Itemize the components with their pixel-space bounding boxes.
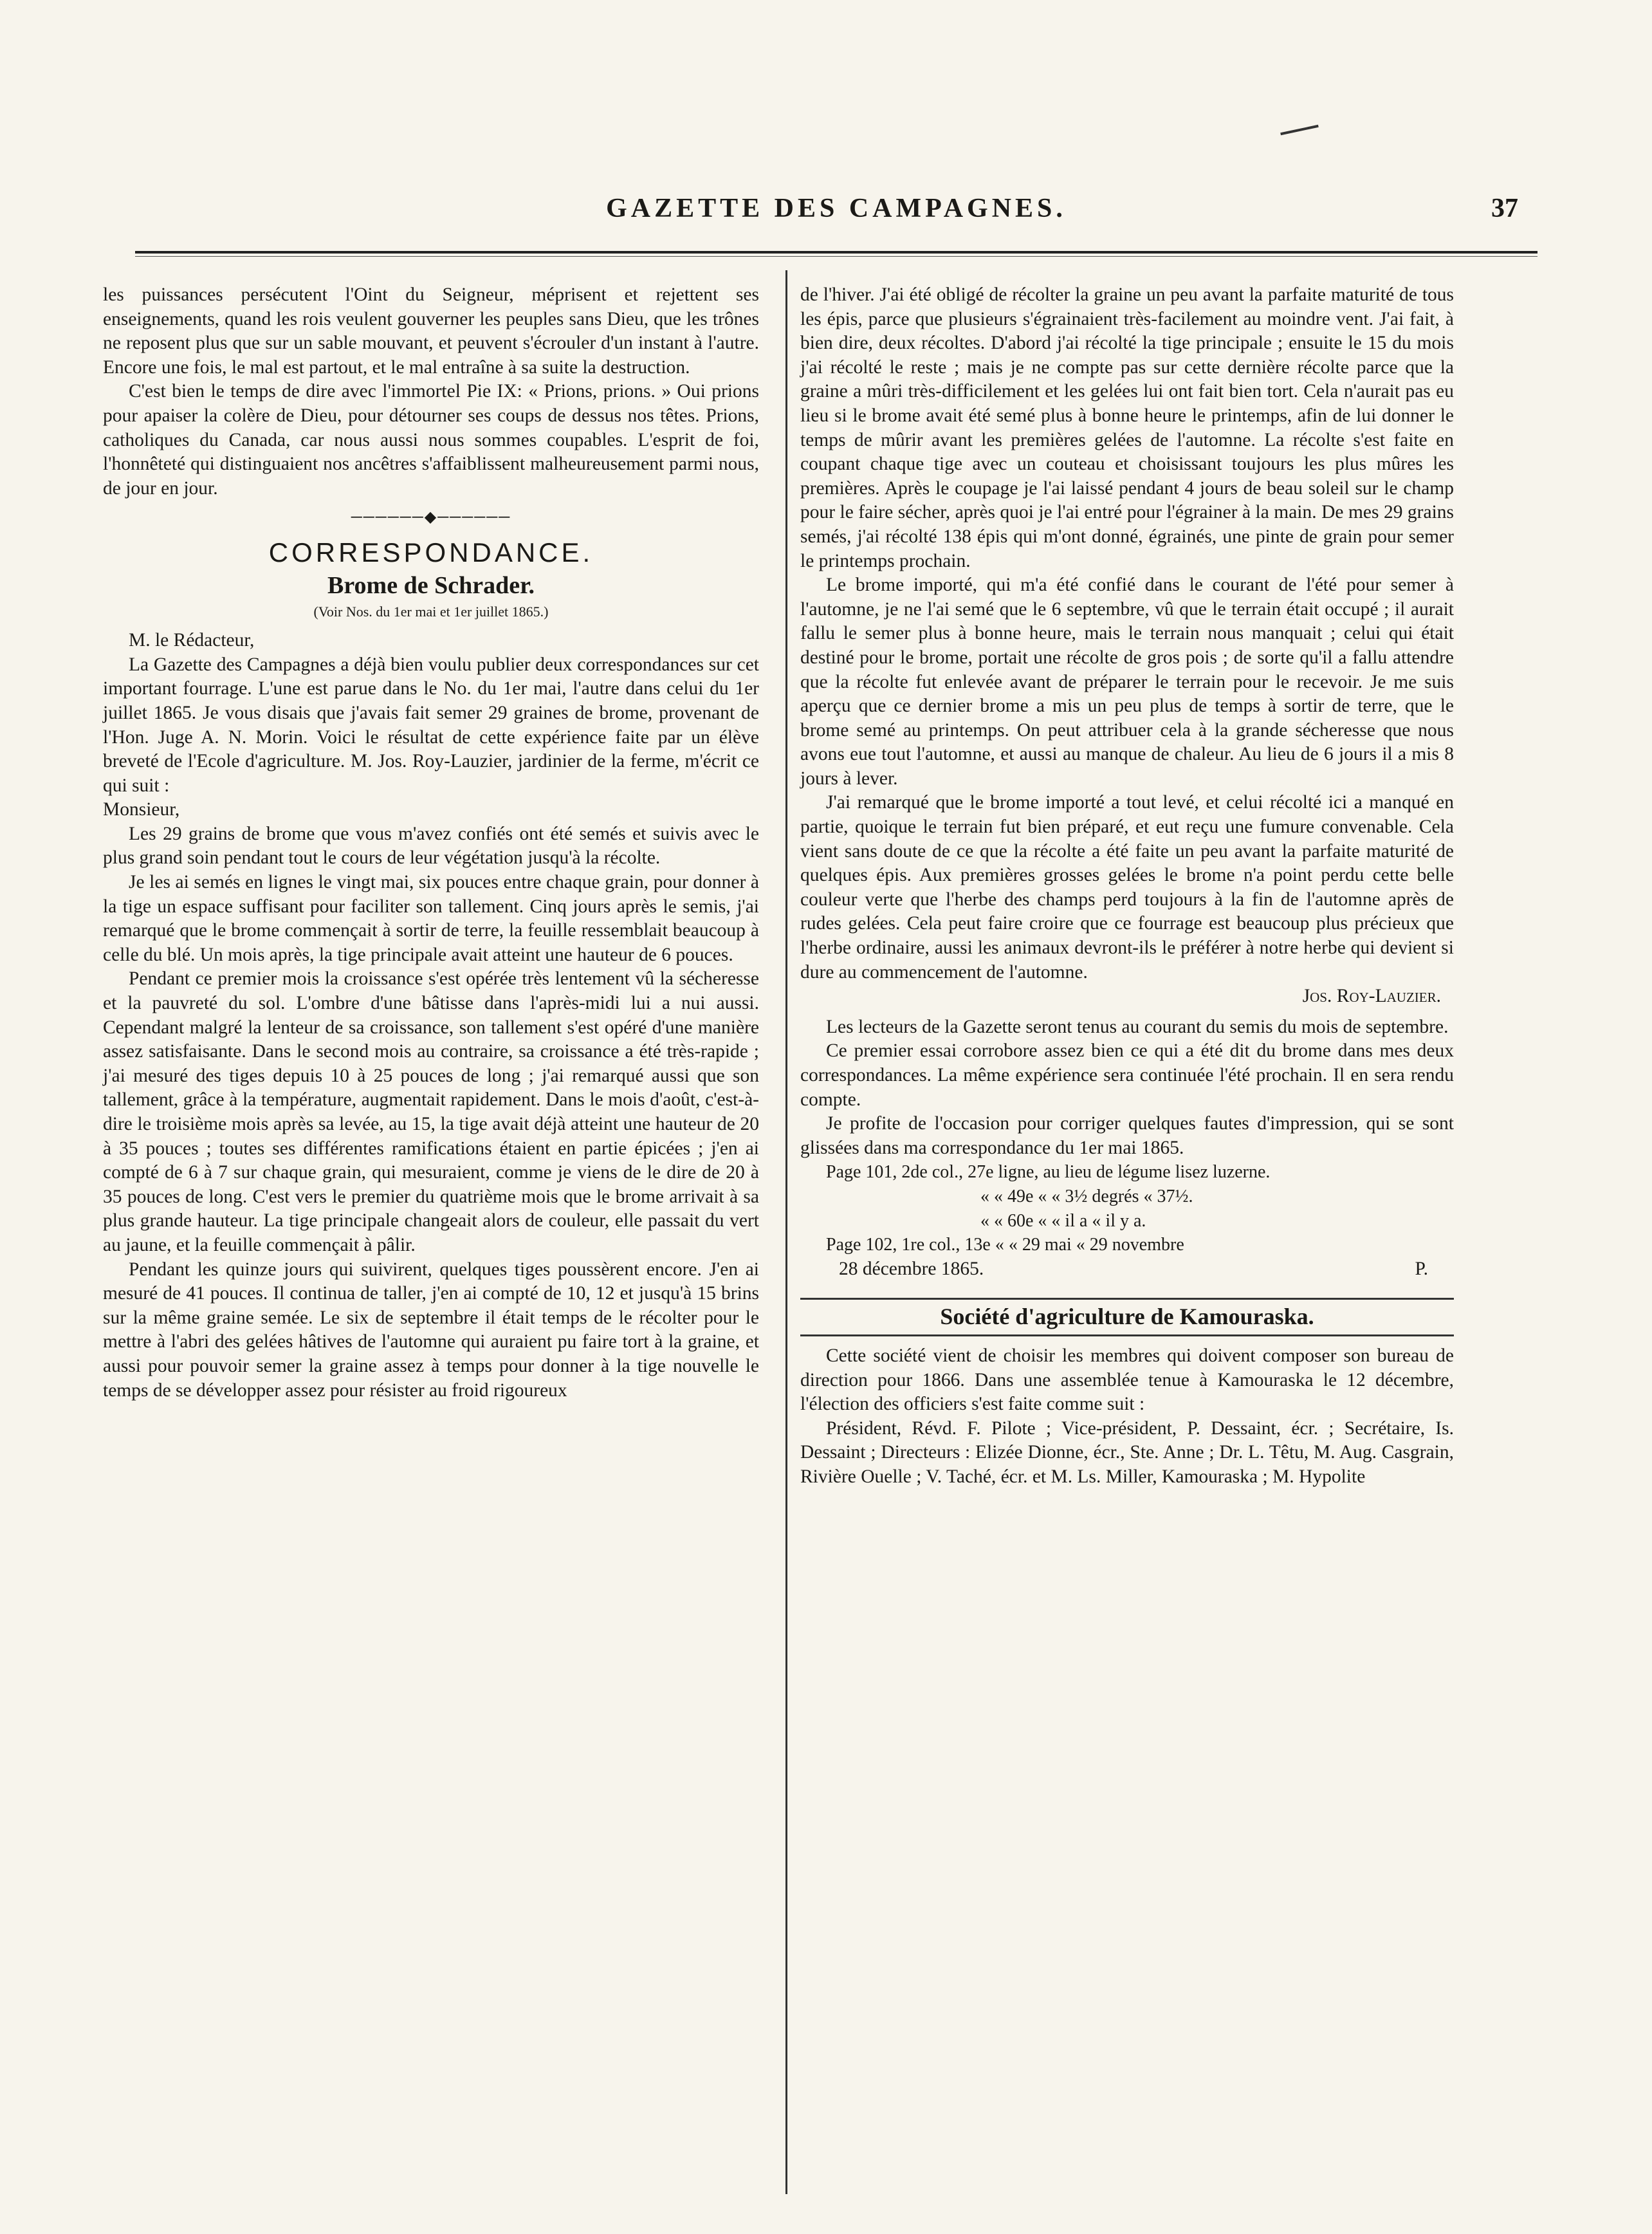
article-title: Brome de Schrader. [327,571,535,599]
letter-salutation: Monsieur, [103,799,180,820]
paragraph: Je les ai semés en lignes le vingt mai, six pouces entre chaque grain, pour donner à la tige un espace suffisant pour faciliter son tallement. Cinq jours après le semis, j'ai remarqué que le brome commençait à sortir de terre, la feuille ressemblait beaucoup à celle du blé. Un mois après, la tige principale avait atteint une hauteur de 6 pouces. [103,872,759,965]
errata-line: « « 49e « « 3½ degrés « 37½. [980,1186,1193,1206]
errata-line: Page 102, 1re col., 13e « « 29 mai « 29 novembre [826,1235,1184,1255]
paragraph: La Gazette des Campagnes a déjà bien voulu publier deux correspondances sur cet important fourrage. L'une est parue dans le No. du 1er mai, l'autre dans celui du 1er juillet 1865. Je vous disais que j'avais fait semer 29 graines de brome, provenant de l'Hon. Juge A. N. Morin. Voici le résultat de cette expérience faite par un élève breveté de l'Ecole d'agriculture. M. Jos. Roy-Lauzier, jardinier de la ferme, m'écrit ce qui suit : [103,654,759,796]
paragraph: Président, Révd. F. Pilote ; Vice-président, P. Dessaint, écr. ; Secrétaire, Is. Dessaint ; Directeurs : Elizée Dionne, écr., Ste. Anne ; Dr. L. Têtu, M. Aug. Casgrain, Rivière Ouelle ; V. Taché, écr. et M. Ls. Miller, Kamouraska ; M. Hypolite [800,1417,1454,1487]
header-rule [135,251,1537,257]
ornament-divider: ──────◆────── [351,509,511,526]
column-rule [785,270,787,2194]
paragraph: C'est bien le temps de dire avec l'immortel Pie IX: « Prions, prions. » Oui prions pour apaiser la colère de Dieu, pour détourner ses coups de dessus nos têtes. Prions, catholiques du Canada, car nous aussi nous sommes coupables. L'esprit de foi, l'honnêteté qui distinguaient nos ancêtres s'affaiblissent malheureusement parmi nous, de jour en jour. [103,381,759,499]
paragraph: Cette société vient de choisir les membres qui doivent composer son bureau de direction pour 1866. Dans une assemblée tenue à Kamouraska le 12 décembre, l'élection des officiers s'est faite comme suit : [800,1345,1454,1415]
paragraph: Les 29 grains de brome que vous m'avez confiés ont été semés et suivis avec le plus grand soin pendant tout le cours de leur végétation jusqu'à la récolte. [103,823,759,869]
article-note: (Voir Nos. du 1er mai et 1er juillet 1865.) [313,603,549,620]
paragraph: J'ai remarqué que le brome importé a tout levé, et celui récolté ici a manqué en partie, quoique le terrain fut bien préparé, et eut reçu une fumure convenable. Cela vient sans doute de ce que la récolte a été faite un peu avant la parfaite maturité de quelques épis. Aux premières grosses gelées le brome n'a point perdu cette belle couleur verte que l'herbe des champs perd toujours à la fin de l'automne après de rudes gelées. Cela peut faire croire que ce fourrage est beaucoup plus précieux que l'herbe ordinaire, aussi les animaux devront-ils le préférer à notre herbe qui devient si dure au commencement de l'automne. [800,792,1454,983]
paragraph: Pendant ce premier mois la croissance s'est opérée très lentement vû la sécheresse et la pauvreté du sol. L'ombre d'une bâtisse dans l'après-midi lui a nui aussi. Cependant malgré la lenteur de sa croissance, son tallement s'est opéré d'une manière assez satisfaisante. Dans le second mois au contraire, sa croissance a été très-rapide ; j'ai mesuré des tiges depuis 10 à 25 pouces de long ; j'ai remarqué aussi que son tallement, grâce à la température, augmentait rapidement. Dans le mois d'août, c'est-à-dire le troisième mois après sa levée, au 15, la tige avait déjà atteint une hauteur de 20 à 35 pouces ; toutes ses différentes ramifications étaient en partie épicées ; j'en ai compté de 6 à 7 sur chaque grain, qui mesuraient, comme je viens de le dire de 20 à 35 pouces de long. C'est vers le premier du quatrième mois que le brome arrivait à sa plus grande hauteur. La tige principale changeait alors de couleur, elle passait du vert au jaune, et la feuille commençait à pâlir. [103,968,759,1255]
paragraph: Ce premier essai corrobore assez bien ce qui a été dit du brome dans mes deux correspondances. La même expérience sera continuée l'été prochain. Il en sera rendu compte. [800,1040,1454,1110]
page-number: 37 [1491,194,1518,223]
paragraph: de l'hiver. J'ai été obligé de récolter la graine un peu avant la parfaite maturité de tous les épis, parce que plusieurs s'égrainaient très-facilement au moindre vent. J'ai fait, à bien dire, deux récoltes. D'abord j'ai récolté la tige principale ; ensuite le 15 du mois j'ai récolté le reste ; mais je ne compte pas sur cette dernière récolte parce que la graine a mûri très-difficilement et les gelées lui ont fait bien tort. Cela n'aurait pas eu lieu si le brome avait été semé plus à bonne heure le printemps, afin de lui donner le temps de mûrir avant les premières gelées de l'automne. La récolte s'est faite en coupant chaque tige avec un couteau et choisissant toujours les plus mûres les premières. Après le coupage je l'ai laissé pendant 4 jours de beau soleil sur le champ pour le faire sécher, après quoi je l'ai entré pour l'égrainer à la main. De mes 29 grains semés, j'ai récolté 138 épis qui m'ont donné, égrainés, une pinte de grain pour semer le printemps prochain. [800,284,1454,571]
date-signature: P. [1415,1258,1428,1279]
paragraph: Je profite de l'occasion pour corriger quelques fautes d'impression, qui se sont glissées dans ma correspondance du 1er mai 1865. [800,1113,1454,1158]
date: 28 décembre 1865. [839,1258,984,1279]
left-column [103,283,759,1403]
section-title: CORRESPONDANCE. [268,537,594,568]
running-title: GAZETTE DES CAMPAGNES. [606,194,1067,223]
society-title: Société d'agriculture de Kamouraska. [800,1298,1454,1336]
errata-line: « « 60e « « il a « il y a. [980,1210,1146,1231]
paragraph: Le brome importé, qui m'a été confié dans le courant de l'été pour semer à l'automne, je ne l'ai semé que le 6 septembre, vû que le terrain était occupé ; il aurait fallu le semer plus à bonne heure, mais le terrain nous manquait ; celui qui était destiné pour le brome, portait une récolte de gros pois ; de sorte qu'il a fallu attendre que la récolte fut enlevée avant de préparer le terrain pour le recevoir. Je me suis aperçu que ce dernier brome a mis un peu plus de temps à sortir de terre, que le brome semé au printemps. On peut attribuer cela à la grande sécheresse que nous avons eue tout l'automne, et aussi au manque de chaleur. Au lieu de 6 jours il a mis 8 jours à lever. [800,575,1454,789]
date-line [800,1257,1454,1282]
salutation: M. le Rédacteur, [129,630,255,651]
page-header [154,193,1518,232]
right-column [800,283,1454,1490]
paragraph: Pendant les quinze jours qui suivirent, quelques tiges poussèrent encore. J'en ai mesuré de 41 pouces. Il continua de taller, j'en ai compté de 10, 12 et jusqu'à 15 brins sur la même graine semée. Le six de septembre il était temps de le récolter pour le mettre à l'abri des gelées hâtives de l'automne qui auraient pu faire tort à la graine, et aussi pour pouvoir semer la graine assez à temps pour donner à la tige nouvelle le temps de se développer assez pour résister au froid rigoureux [103,1259,759,1401]
signature: Jos. Roy-Lauzier. [1302,986,1441,1007]
errata-line: Page 101, 2de col., 27e ligne, au lieu de légume lisez luzerne. [826,1162,1271,1183]
paragraph: les puissances persécutent l'Oint du Seigneur, méprisent et rejettent ses enseignements, quand les rois veulent gouverner les peuples sans Dieu, que les trônes ne reposent plus que sur un sable mouvant, et peuvent s'écrouler d'un instant à l'autre. Encore une fois, le mal est partout, et le mal entraîne à sa suite la destruction. [103,284,759,378]
margin-pen-mark [1280,125,1319,135]
paragraph: Les lecteurs de la Gazette seront tenus au courant du semis du mois de septembre. [826,1016,1449,1037]
